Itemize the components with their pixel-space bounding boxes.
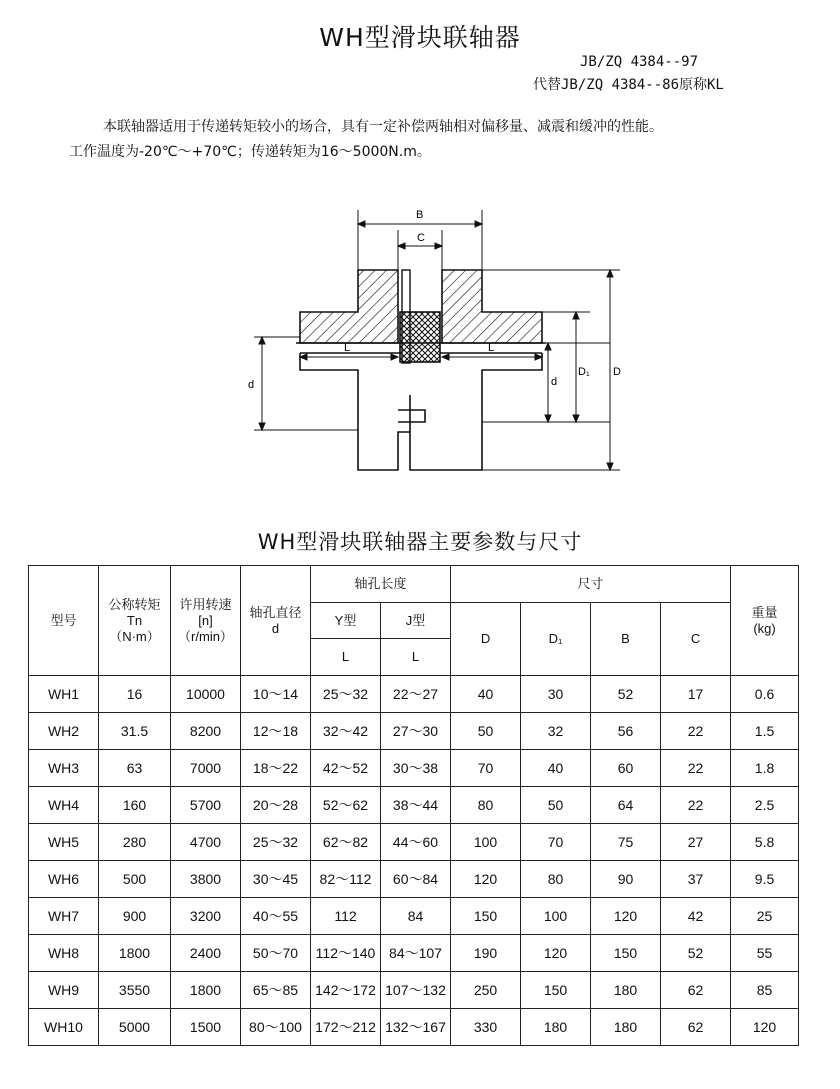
header-bore: 轴孔直径 d bbox=[241, 566, 311, 676]
cell-bore: 40～55 bbox=[241, 898, 311, 935]
header-model: 型号 bbox=[29, 566, 99, 676]
cell-model: WH7 bbox=[29, 898, 99, 935]
header-weight: 重量 (kg) bbox=[731, 566, 799, 676]
cell-j-length: 107～132 bbox=[381, 972, 451, 1009]
cell-D1: 120 bbox=[521, 935, 591, 972]
cell-C: 22 bbox=[661, 713, 731, 750]
cell-j-length: 27～30 bbox=[381, 713, 451, 750]
table-row bbox=[29, 1009, 799, 1046]
cell-D1: 150 bbox=[521, 972, 591, 1009]
cell-D1: 80 bbox=[521, 861, 591, 898]
label-D: D bbox=[613, 366, 621, 378]
cell-y-length: 52～62 bbox=[311, 787, 381, 824]
header-speed: 许用转速 [n] （r/min） bbox=[171, 566, 241, 676]
label-d-left: d bbox=[248, 379, 255, 391]
cell-speed: 10000 bbox=[171, 676, 241, 713]
cell-D: 190 bbox=[451, 935, 521, 972]
page-title: WH型滑块联轴器 bbox=[319, 23, 521, 52]
cell-D: 330 bbox=[451, 1009, 521, 1046]
label-L-right: L bbox=[488, 342, 495, 354]
cell-D1: 30 bbox=[521, 676, 591, 713]
cell-weight: 1.8 bbox=[731, 750, 799, 787]
header-j-L: L bbox=[381, 639, 451, 676]
cell-weight: 1.5 bbox=[731, 713, 799, 750]
cell-weight: 2.5 bbox=[731, 787, 799, 824]
cell-B: 60 bbox=[591, 750, 661, 787]
cell-D: 150 bbox=[451, 898, 521, 935]
cell-speed: 1800 bbox=[171, 972, 241, 1009]
label-d-right: d bbox=[551, 376, 558, 388]
cell-speed: 4700 bbox=[171, 824, 241, 861]
cell-y-length: 32～42 bbox=[311, 713, 381, 750]
cell-bore: 65～85 bbox=[241, 972, 311, 1009]
cell-torque: 63 bbox=[99, 750, 171, 787]
header-D1: D₁ bbox=[521, 603, 591, 676]
table-body bbox=[29, 676, 799, 1046]
cell-speed: 3800 bbox=[171, 861, 241, 898]
cell-D: 40 bbox=[451, 676, 521, 713]
cell-B: 90 bbox=[591, 861, 661, 898]
table-row bbox=[29, 713, 799, 750]
header-y-type: Y型 bbox=[311, 603, 381, 639]
cell-weight: 9.5 bbox=[731, 861, 799, 898]
header-size: 尺寸 bbox=[451, 566, 731, 603]
cell-C: 62 bbox=[661, 972, 731, 1009]
cell-B: 75 bbox=[591, 824, 661, 861]
cell-D1: 100 bbox=[521, 898, 591, 935]
dimension-d-left bbox=[254, 337, 358, 430]
label-B: B bbox=[416, 209, 424, 221]
table-row bbox=[29, 898, 799, 935]
cell-weight: 0.6 bbox=[731, 676, 799, 713]
cell-C: 62 bbox=[661, 1009, 731, 1046]
cell-D1: 40 bbox=[521, 750, 591, 787]
header-C: C bbox=[661, 603, 731, 676]
cell-D: 100 bbox=[451, 824, 521, 861]
cell-torque: 160 bbox=[99, 787, 171, 824]
table-row bbox=[29, 750, 799, 787]
table-row bbox=[29, 676, 799, 713]
cell-D1: 70 bbox=[521, 824, 591, 861]
header-j-type: J型 bbox=[381, 603, 451, 639]
cell-bore: 20～28 bbox=[241, 787, 311, 824]
cell-C: 27 bbox=[661, 824, 731, 861]
cell-y-length: 112～140 bbox=[311, 935, 381, 972]
cell-torque: 1800 bbox=[99, 935, 171, 972]
cell-y-length: 42～52 bbox=[311, 750, 381, 787]
cell-C: 52 bbox=[661, 935, 731, 972]
cell-j-length: 22～27 bbox=[381, 676, 451, 713]
cell-torque: 16 bbox=[99, 676, 171, 713]
standard-number: JB/ZQ 4384--97 bbox=[580, 54, 699, 70]
cell-model: WH6 bbox=[29, 861, 99, 898]
cell-bore: 50～70 bbox=[241, 935, 311, 972]
cell-torque: 5000 bbox=[99, 1009, 171, 1046]
cell-B: 52 bbox=[591, 676, 661, 713]
cell-weight: 55 bbox=[731, 935, 799, 972]
upper-section bbox=[296, 270, 546, 363]
table-row bbox=[29, 824, 799, 861]
table-title: WH型滑块联轴器主要参数与尺寸 bbox=[257, 530, 583, 554]
cell-model: WH2 bbox=[29, 713, 99, 750]
cell-model: WH4 bbox=[29, 787, 99, 824]
cell-speed: 8200 bbox=[171, 713, 241, 750]
cell-j-length: 44～60 bbox=[381, 824, 451, 861]
cell-bore: 12～18 bbox=[241, 713, 311, 750]
cell-j-length: 60～84 bbox=[381, 861, 451, 898]
cell-y-length: 112 bbox=[311, 898, 381, 935]
cell-D: 70 bbox=[451, 750, 521, 787]
cell-B: 150 bbox=[591, 935, 661, 972]
cell-D1: 180 bbox=[521, 1009, 591, 1046]
label-C: C bbox=[417, 232, 425, 244]
cell-bore: 30～45 bbox=[241, 861, 311, 898]
cell-y-length: 172～212 bbox=[311, 1009, 381, 1046]
cell-D: 50 bbox=[451, 713, 521, 750]
cell-j-length: 132～167 bbox=[381, 1009, 451, 1046]
cell-torque: 31.5 bbox=[99, 713, 171, 750]
header-hole-length: 轴孔长度 bbox=[311, 566, 451, 603]
cell-C: 17 bbox=[661, 676, 731, 713]
cell-j-length: 30～38 bbox=[381, 750, 451, 787]
cell-y-length: 25～32 bbox=[311, 676, 381, 713]
header-torque: 公称转矩 Tn （N·m） bbox=[99, 566, 171, 676]
cell-bore: 10～14 bbox=[241, 676, 311, 713]
header-D: D bbox=[451, 603, 521, 676]
table-row bbox=[29, 861, 799, 898]
cell-model: WH8 bbox=[29, 935, 99, 972]
cell-D: 120 bbox=[451, 861, 521, 898]
cell-B: 180 bbox=[591, 972, 661, 1009]
cell-j-length: 84～107 bbox=[381, 935, 451, 972]
cell-model: WH9 bbox=[29, 972, 99, 1009]
table-row bbox=[29, 935, 799, 972]
cell-speed: 2400 bbox=[171, 935, 241, 972]
table-row bbox=[29, 787, 799, 824]
cell-model: WH10 bbox=[29, 1009, 99, 1046]
cell-weight: 85 bbox=[731, 972, 799, 1009]
cell-speed: 7000 bbox=[171, 750, 241, 787]
cell-y-length: 142～172 bbox=[311, 972, 381, 1009]
cell-weight: 25 bbox=[731, 898, 799, 935]
header-B: B bbox=[591, 603, 661, 676]
cell-torque: 500 bbox=[99, 861, 171, 898]
cell-C: 42 bbox=[661, 898, 731, 935]
cell-B: 64 bbox=[591, 787, 661, 824]
cell-y-length: 82～112 bbox=[311, 861, 381, 898]
cell-D: 80 bbox=[451, 787, 521, 824]
cell-bore: 80～100 bbox=[241, 1009, 311, 1046]
cell-C: 22 bbox=[661, 750, 731, 787]
cell-C: 37 bbox=[661, 861, 731, 898]
header-y-L: L bbox=[311, 639, 381, 676]
cell-model: WH5 bbox=[29, 824, 99, 861]
spec-table bbox=[28, 565, 799, 1046]
cell-D1: 32 bbox=[521, 713, 591, 750]
cell-y-length: 62～82 bbox=[311, 824, 381, 861]
cell-C: 22 bbox=[661, 787, 731, 824]
cell-speed: 3200 bbox=[171, 898, 241, 935]
cell-B: 56 bbox=[591, 713, 661, 750]
cell-speed: 1500 bbox=[171, 1009, 241, 1046]
cell-torque: 280 bbox=[99, 824, 171, 861]
lower-section bbox=[300, 353, 542, 470]
cell-torque: 900 bbox=[99, 898, 171, 935]
cell-D1: 50 bbox=[521, 787, 591, 824]
cell-bore: 18～22 bbox=[241, 750, 311, 787]
coupling-drawing bbox=[230, 200, 650, 490]
cell-weight: 5.8 bbox=[731, 824, 799, 861]
cell-j-length: 38～44 bbox=[381, 787, 451, 824]
standard-replaces: 代替JB/ZQ 4384--86原称KL bbox=[533, 77, 724, 93]
cell-B: 120 bbox=[591, 898, 661, 935]
label-L-left: L bbox=[344, 342, 351, 354]
cell-j-length: 84 bbox=[381, 898, 451, 935]
cell-torque: 3550 bbox=[99, 972, 171, 1009]
cell-model: WH3 bbox=[29, 750, 99, 787]
label-D1: D₁ bbox=[578, 366, 590, 378]
cell-speed: 5700 bbox=[171, 787, 241, 824]
cell-bore: 25～32 bbox=[241, 824, 311, 861]
cell-model: WH1 bbox=[29, 676, 99, 713]
cell-weight: 120 bbox=[731, 1009, 799, 1046]
cell-B: 180 bbox=[591, 1009, 661, 1046]
cell-D: 250 bbox=[451, 972, 521, 1009]
table-row bbox=[29, 972, 799, 1009]
description-line-1: 本联轴器适用于传递转矩较小的场合，具有一定补偿两轴相对偏移量、减震和缓冲的性能。 bbox=[103, 119, 663, 135]
description-line-2: 工作温度为-20℃～+70℃；传递转矩为16～5000N.m。 bbox=[69, 144, 431, 160]
